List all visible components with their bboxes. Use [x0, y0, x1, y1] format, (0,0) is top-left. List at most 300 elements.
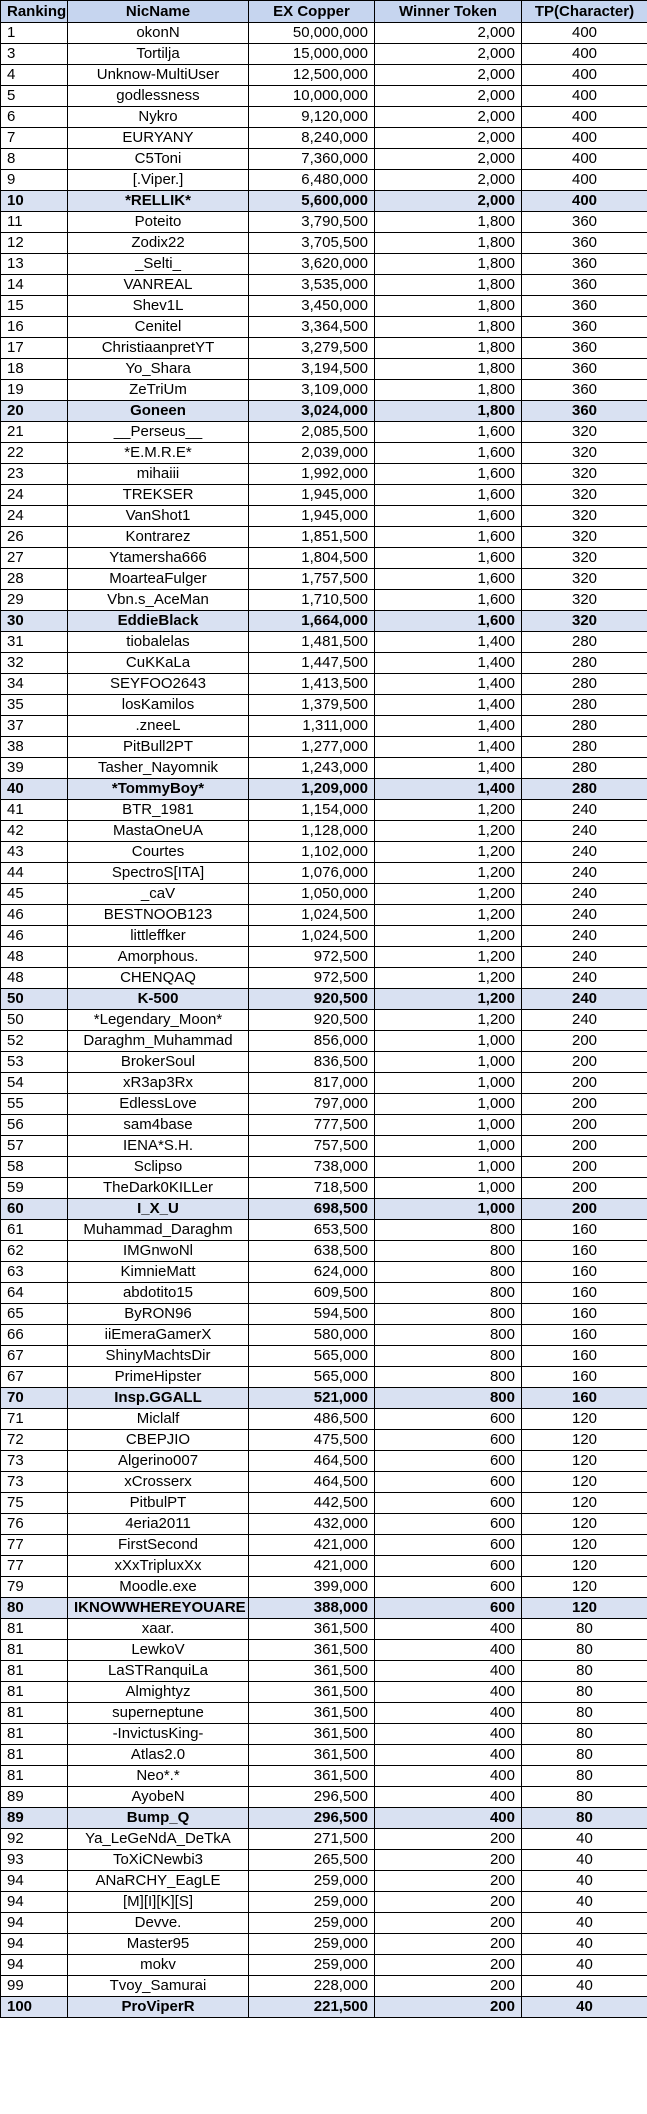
tp-character-cell: 320	[522, 527, 647, 548]
winner-token-cell: 1,200	[375, 989, 522, 1010]
table-row	[1, 212, 647, 233]
ex-copper-cell: 1,992,000	[249, 464, 375, 485]
table-row	[1, 1556, 647, 1577]
tp-character-cell: 40	[522, 1997, 647, 2018]
ranking-cell: 43	[1, 842, 68, 863]
ranking-cell: 94	[1, 1955, 68, 1976]
winner-token-cell: 400	[375, 1682, 522, 1703]
table-row	[1, 65, 647, 86]
table-row	[1, 1976, 647, 1997]
tp-character-cell: 200	[522, 1199, 647, 1220]
table-row	[1, 1178, 647, 1199]
ranking-cell: 5	[1, 86, 68, 107]
winner-token-cell: 1,400	[375, 674, 522, 695]
tp-character-cell: 200	[522, 1052, 647, 1073]
nicname-cell: Unknow-MultiUser	[68, 65, 249, 86]
nicname-cell: Tvoy_Samurai	[68, 1976, 249, 1997]
winner-token-cell: 600	[375, 1451, 522, 1472]
winner-token-cell: 1,200	[375, 842, 522, 863]
tp-character-cell: 40	[522, 1892, 647, 1913]
ex-copper-cell: 1,757,500	[249, 569, 375, 590]
ex-copper-cell: 1,447,500	[249, 653, 375, 674]
table-row	[1, 128, 647, 149]
ranking-cell: 41	[1, 800, 68, 821]
ranking-cell: 48	[1, 947, 68, 968]
ranking-cell: 11	[1, 212, 68, 233]
winner-token-cell: 1,200	[375, 884, 522, 905]
nicname-cell: IMGnwoNl	[68, 1241, 249, 1262]
table-row	[1, 1052, 647, 1073]
table-row	[1, 1745, 647, 1766]
ex-copper-cell: 432,000	[249, 1514, 375, 1535]
nicname-cell: TheDark0KILLer	[68, 1178, 249, 1199]
ranking-cell: 24	[1, 506, 68, 527]
ranking-cell: 38	[1, 737, 68, 758]
tp-character-cell: 400	[522, 128, 647, 149]
ex-copper-cell: 1,154,000	[249, 800, 375, 821]
tp-character-cell: 240	[522, 947, 647, 968]
winner-token-cell: 1,400	[375, 758, 522, 779]
tp-character-cell: 360	[522, 401, 647, 422]
ex-copper-cell: 3,024,000	[249, 401, 375, 422]
tp-character-cell: 400	[522, 86, 647, 107]
ex-copper-cell: 8,240,000	[249, 128, 375, 149]
tp-character-cell: 160	[522, 1388, 647, 1409]
tp-character-cell: 160	[522, 1262, 647, 1283]
nicname-cell: IKNOWWHEREYOUARE	[68, 1598, 249, 1619]
tp-character-cell: 120	[522, 1577, 647, 1598]
tp-character-cell: 360	[522, 275, 647, 296]
ranking-cell: 17	[1, 338, 68, 359]
tp-character-cell: 80	[522, 1766, 647, 1787]
winner-token-cell: 1,200	[375, 947, 522, 968]
table-row	[1, 1682, 647, 1703]
header-nicname: NicName	[68, 1, 249, 23]
tp-character-cell: 80	[522, 1745, 647, 1766]
table-row	[1, 1514, 647, 1535]
winner-token-cell: 1,600	[375, 464, 522, 485]
winner-token-cell: 1,600	[375, 611, 522, 632]
table-row	[1, 1892, 647, 1913]
ranking-cell: 30	[1, 611, 68, 632]
nicname-cell: ZeTriUm	[68, 380, 249, 401]
ranking-cell: 53	[1, 1052, 68, 1073]
winner-token-cell: 800	[375, 1388, 522, 1409]
tp-character-cell: 160	[522, 1283, 647, 1304]
winner-token-cell: 1,600	[375, 590, 522, 611]
tp-character-cell: 400	[522, 170, 647, 191]
winner-token-cell: 1,800	[375, 233, 522, 254]
ex-copper-cell: 2,039,000	[249, 443, 375, 464]
winner-token-cell: 1,200	[375, 821, 522, 842]
winner-token-cell: 1,000	[375, 1052, 522, 1073]
ex-copper-cell: 565,000	[249, 1346, 375, 1367]
winner-token-cell: 400	[375, 1745, 522, 1766]
tp-character-cell: 280	[522, 695, 647, 716]
ranking-cell: 23	[1, 464, 68, 485]
table-row	[1, 1535, 647, 1556]
nicname-cell: Cenitel	[68, 317, 249, 338]
tp-character-cell: 280	[522, 716, 647, 737]
ex-copper-cell: 653,500	[249, 1220, 375, 1241]
nicname-cell: mihaiii	[68, 464, 249, 485]
tp-character-cell: 320	[522, 506, 647, 527]
nicname-cell: Yo_Shara	[68, 359, 249, 380]
ex-copper-cell: 259,000	[249, 1892, 375, 1913]
ranking-cell: 77	[1, 1535, 68, 1556]
ranking-cell: 1	[1, 23, 68, 44]
table-row	[1, 968, 647, 989]
nicname-cell: Ya_LeGeNdA_DeTkA	[68, 1829, 249, 1850]
table-row	[1, 548, 647, 569]
ex-copper-cell: 609,500	[249, 1283, 375, 1304]
winner-token-cell: 1,400	[375, 695, 522, 716]
nicname-cell: PitbulPT	[68, 1493, 249, 1514]
winner-token-cell: 1,600	[375, 506, 522, 527]
table-row	[1, 44, 647, 65]
table-row	[1, 527, 647, 548]
ex-copper-cell: 1,102,000	[249, 842, 375, 863]
nicname-cell: losKamilos	[68, 695, 249, 716]
winner-token-cell: 1,600	[375, 527, 522, 548]
table-row	[1, 506, 647, 527]
ex-copper-cell: 15,000,000	[249, 44, 375, 65]
ex-copper-cell: 486,500	[249, 1409, 375, 1430]
nicname-cell: Sclipso	[68, 1157, 249, 1178]
nicname-cell: tiobalelas	[68, 632, 249, 653]
table-row	[1, 233, 647, 254]
nicname-cell: xCrosserx	[68, 1472, 249, 1493]
tp-character-cell: 80	[522, 1640, 647, 1661]
winner-token-cell: 800	[375, 1346, 522, 1367]
ranking-cell: 81	[1, 1640, 68, 1661]
nicname-cell: BTR_1981	[68, 800, 249, 821]
ex-copper-cell: 361,500	[249, 1640, 375, 1661]
ranking-cell: 10	[1, 191, 68, 212]
winner-token-cell: 2,000	[375, 44, 522, 65]
tp-character-cell: 240	[522, 1010, 647, 1031]
winner-token-cell: 1,200	[375, 1010, 522, 1031]
ranking-cell: 50	[1, 1010, 68, 1031]
ex-copper-cell: 228,000	[249, 1976, 375, 1997]
winner-token-cell: 600	[375, 1409, 522, 1430]
winner-token-cell: 1,800	[375, 275, 522, 296]
winner-token-cell: 1,400	[375, 779, 522, 800]
ranking-cell: 6	[1, 107, 68, 128]
ranking-cell: 65	[1, 1304, 68, 1325]
nicname-cell: Vbn.s_AceMan	[68, 590, 249, 611]
table-row	[1, 1346, 647, 1367]
nicname-cell: MastaOneUA	[68, 821, 249, 842]
winner-token-cell: 1,200	[375, 800, 522, 821]
ranking-cell: 26	[1, 527, 68, 548]
nicname-cell: xR3ap3Rx	[68, 1073, 249, 1094]
nicname-cell: *TommyBoy*	[68, 779, 249, 800]
ranking-cell: 21	[1, 422, 68, 443]
ranking-cell: 55	[1, 1094, 68, 1115]
tp-character-cell: 400	[522, 23, 647, 44]
ranking-cell: 89	[1, 1808, 68, 1829]
table-row	[1, 800, 647, 821]
ex-copper-cell: 1,243,000	[249, 758, 375, 779]
winner-token-cell: 200	[375, 1913, 522, 1934]
winner-token-cell: 1,800	[375, 338, 522, 359]
tp-character-cell: 320	[522, 548, 647, 569]
table-row-milestone	[1, 1388, 647, 1409]
ranking-cell: 94	[1, 1913, 68, 1934]
ex-copper-cell: 361,500	[249, 1619, 375, 1640]
tp-character-cell: 40	[522, 1913, 647, 1934]
table-row	[1, 842, 647, 863]
winner-token-cell: 1,600	[375, 548, 522, 569]
ex-copper-cell: 7,360,000	[249, 149, 375, 170]
ranking-cell: 7	[1, 128, 68, 149]
table-row	[1, 1493, 647, 1514]
table-row	[1, 926, 647, 947]
ranking-cell: 35	[1, 695, 68, 716]
ex-copper-cell: 6,480,000	[249, 170, 375, 191]
table-row	[1, 254, 647, 275]
ex-copper-cell: 1,945,000	[249, 485, 375, 506]
ex-copper-cell: 361,500	[249, 1766, 375, 1787]
ranking-cell: 66	[1, 1325, 68, 1346]
table-row	[1, 884, 647, 905]
winner-token-cell: 2,000	[375, 191, 522, 212]
tp-character-cell: 80	[522, 1724, 647, 1745]
ex-copper-cell: 3,535,000	[249, 275, 375, 296]
ranking-cell: 13	[1, 254, 68, 275]
ex-copper-cell: 1,128,000	[249, 821, 375, 842]
tp-character-cell: 40	[522, 1934, 647, 1955]
ranking-cell: 64	[1, 1283, 68, 1304]
nicname-cell: VANREAL	[68, 275, 249, 296]
tp-character-cell: 120	[522, 1514, 647, 1535]
nicname-cell: Daraghm_Muhammad	[68, 1031, 249, 1052]
table-row	[1, 1262, 647, 1283]
ranking-cell: 57	[1, 1136, 68, 1157]
winner-token-cell: 400	[375, 1724, 522, 1745]
table-row	[1, 86, 647, 107]
ranking-cell: 24	[1, 485, 68, 506]
winner-token-cell: 1,600	[375, 443, 522, 464]
ranking-cell: 46	[1, 905, 68, 926]
ranking-cell: 81	[1, 1724, 68, 1745]
ex-copper-cell: 1,804,500	[249, 548, 375, 569]
table-row	[1, 338, 647, 359]
nicname-cell: SpectroS[ITA]	[68, 863, 249, 884]
tp-character-cell: 200	[522, 1157, 647, 1178]
nicname-cell: Courtes	[68, 842, 249, 863]
tp-character-cell: 320	[522, 611, 647, 632]
ex-copper-cell: 624,000	[249, 1262, 375, 1283]
winner-token-cell: 1,800	[375, 359, 522, 380]
ranking-cell: 93	[1, 1850, 68, 1871]
winner-token-cell: 1,000	[375, 1199, 522, 1220]
ex-copper-cell: 399,000	[249, 1577, 375, 1598]
nicname-cell: _caV	[68, 884, 249, 905]
tp-character-cell: 320	[522, 590, 647, 611]
ex-copper-cell: 361,500	[249, 1745, 375, 1766]
ranking-cell: 99	[1, 1976, 68, 1997]
nicname-cell: xXxTripluxXx	[68, 1556, 249, 1577]
table-row	[1, 1115, 647, 1136]
ex-copper-cell: 1,945,000	[249, 506, 375, 527]
tp-character-cell: 240	[522, 926, 647, 947]
nicname-cell: 4eria2011	[68, 1514, 249, 1535]
tp-character-cell: 120	[522, 1472, 647, 1493]
nicname-cell: VanShot1	[68, 506, 249, 527]
ex-copper-cell: 817,000	[249, 1073, 375, 1094]
tp-character-cell: 360	[522, 233, 647, 254]
tp-character-cell: 240	[522, 800, 647, 821]
ex-copper-cell: 1,851,500	[249, 527, 375, 548]
table-row-milestone	[1, 1598, 647, 1619]
winner-token-cell: 200	[375, 1976, 522, 1997]
ex-copper-cell: 5,600,000	[249, 191, 375, 212]
ex-copper-cell: 836,500	[249, 1052, 375, 1073]
ex-copper-cell: 3,790,500	[249, 212, 375, 233]
tp-character-cell: 40	[522, 1871, 647, 1892]
ex-copper-cell: 972,500	[249, 947, 375, 968]
winner-token-cell: 800	[375, 1325, 522, 1346]
ex-copper-cell: 565,000	[249, 1367, 375, 1388]
nicname-cell: Nykro	[68, 107, 249, 128]
tp-character-cell: 400	[522, 65, 647, 86]
table-row	[1, 464, 647, 485]
ranking-cell: 19	[1, 380, 68, 401]
table-row	[1, 1325, 647, 1346]
header-ranking: Ranking	[1, 1, 68, 23]
table-body	[1, 23, 647, 2018]
table-row	[1, 380, 647, 401]
tp-character-cell: 240	[522, 905, 647, 926]
ranking-cell: 73	[1, 1451, 68, 1472]
tp-character-cell: 320	[522, 422, 647, 443]
table-row	[1, 1850, 647, 1871]
ranking-cell: 77	[1, 1556, 68, 1577]
tp-character-cell: 240	[522, 989, 647, 1010]
nicname-cell: BESTNOOB123	[68, 905, 249, 926]
tp-character-cell: 80	[522, 1703, 647, 1724]
table-row	[1, 1661, 647, 1682]
winner-token-cell: 1,000	[375, 1136, 522, 1157]
nicname-cell: IENA*S.H.	[68, 1136, 249, 1157]
table-row	[1, 1619, 647, 1640]
ex-copper-cell: 259,000	[249, 1871, 375, 1892]
winner-token-cell: 600	[375, 1598, 522, 1619]
ex-copper-cell: 3,705,500	[249, 233, 375, 254]
winner-token-cell: 1,800	[375, 254, 522, 275]
table-row	[1, 1640, 647, 1661]
nicname-cell: Ytamersha666	[68, 548, 249, 569]
ex-copper-cell: 797,000	[249, 1094, 375, 1115]
header-tp-character: TP(Character)	[522, 1, 647, 23]
nicname-cell: -InvictusKing-	[68, 1724, 249, 1745]
ranking-cell: 39	[1, 758, 68, 779]
tp-character-cell: 360	[522, 254, 647, 275]
nicname-cell: godlessness	[68, 86, 249, 107]
table-row	[1, 1787, 647, 1808]
tp-character-cell: 240	[522, 884, 647, 905]
winner-token-cell: 1,200	[375, 863, 522, 884]
nicname-cell: Devve.	[68, 1913, 249, 1934]
nicname-cell: Amorphous.	[68, 947, 249, 968]
winner-token-cell: 600	[375, 1430, 522, 1451]
ranking-cell: 81	[1, 1766, 68, 1787]
ranking-cell: 22	[1, 443, 68, 464]
ranking-cell: 94	[1, 1871, 68, 1892]
nicname-cell: Zodix22	[68, 233, 249, 254]
ranking-cell: 4	[1, 65, 68, 86]
tp-character-cell: 80	[522, 1619, 647, 1640]
ex-copper-cell: 1,024,500	[249, 905, 375, 926]
header-ex-copper: EX Copper	[249, 1, 375, 23]
ranking-cell: 71	[1, 1409, 68, 1430]
winner-token-cell: 1,200	[375, 926, 522, 947]
tp-character-cell: 240	[522, 842, 647, 863]
tp-character-cell: 120	[522, 1409, 647, 1430]
ex-copper-cell: 1,050,000	[249, 884, 375, 905]
ranking-cell: 50	[1, 989, 68, 1010]
winner-token-cell: 400	[375, 1766, 522, 1787]
winner-token-cell: 1,600	[375, 569, 522, 590]
ex-copper-cell: 3,109,000	[249, 380, 375, 401]
table-row	[1, 1955, 647, 1976]
ex-copper-cell: 1,209,000	[249, 779, 375, 800]
tp-character-cell: 360	[522, 296, 647, 317]
table-row	[1, 1010, 647, 1031]
ex-copper-cell: 259,000	[249, 1955, 375, 1976]
tp-character-cell: 80	[522, 1787, 647, 1808]
ranking-cell: 80	[1, 1598, 68, 1619]
ex-copper-cell: 361,500	[249, 1661, 375, 1682]
ranking-cell: 3	[1, 44, 68, 65]
ranking-cell: 67	[1, 1346, 68, 1367]
winner-token-cell: 1,600	[375, 485, 522, 506]
winner-token-cell: 400	[375, 1661, 522, 1682]
table-row	[1, 716, 647, 737]
table-row-milestone	[1, 611, 647, 632]
table-row	[1, 359, 647, 380]
tp-character-cell: 320	[522, 464, 647, 485]
table-row	[1, 737, 647, 758]
nicname-cell: littleffker	[68, 926, 249, 947]
winner-token-cell: 1,000	[375, 1094, 522, 1115]
table-row	[1, 1409, 647, 1430]
tp-character-cell: 320	[522, 485, 647, 506]
nicname-cell: [.Viper.]	[68, 170, 249, 191]
table-row	[1, 1283, 647, 1304]
table-row	[1, 1829, 647, 1850]
tp-character-cell: 400	[522, 44, 647, 65]
ranking-cell: 59	[1, 1178, 68, 1199]
winner-token-cell: 1,000	[375, 1178, 522, 1199]
ex-copper-cell: 920,500	[249, 1010, 375, 1031]
tp-character-cell: 120	[522, 1451, 647, 1472]
table-row	[1, 758, 647, 779]
nicname-cell: Kontrarez	[68, 527, 249, 548]
nicname-cell: FirstSecond	[68, 1535, 249, 1556]
ex-copper-cell: 1,379,500	[249, 695, 375, 716]
ranking-cell: 18	[1, 359, 68, 380]
nicname-cell: PrimeHipster	[68, 1367, 249, 1388]
table-row	[1, 1073, 647, 1094]
table-header	[1, 1, 647, 23]
table-row-milestone	[1, 1808, 647, 1829]
table-row	[1, 1703, 647, 1724]
ranking-cell: 37	[1, 716, 68, 737]
ex-copper-cell: 361,500	[249, 1682, 375, 1703]
